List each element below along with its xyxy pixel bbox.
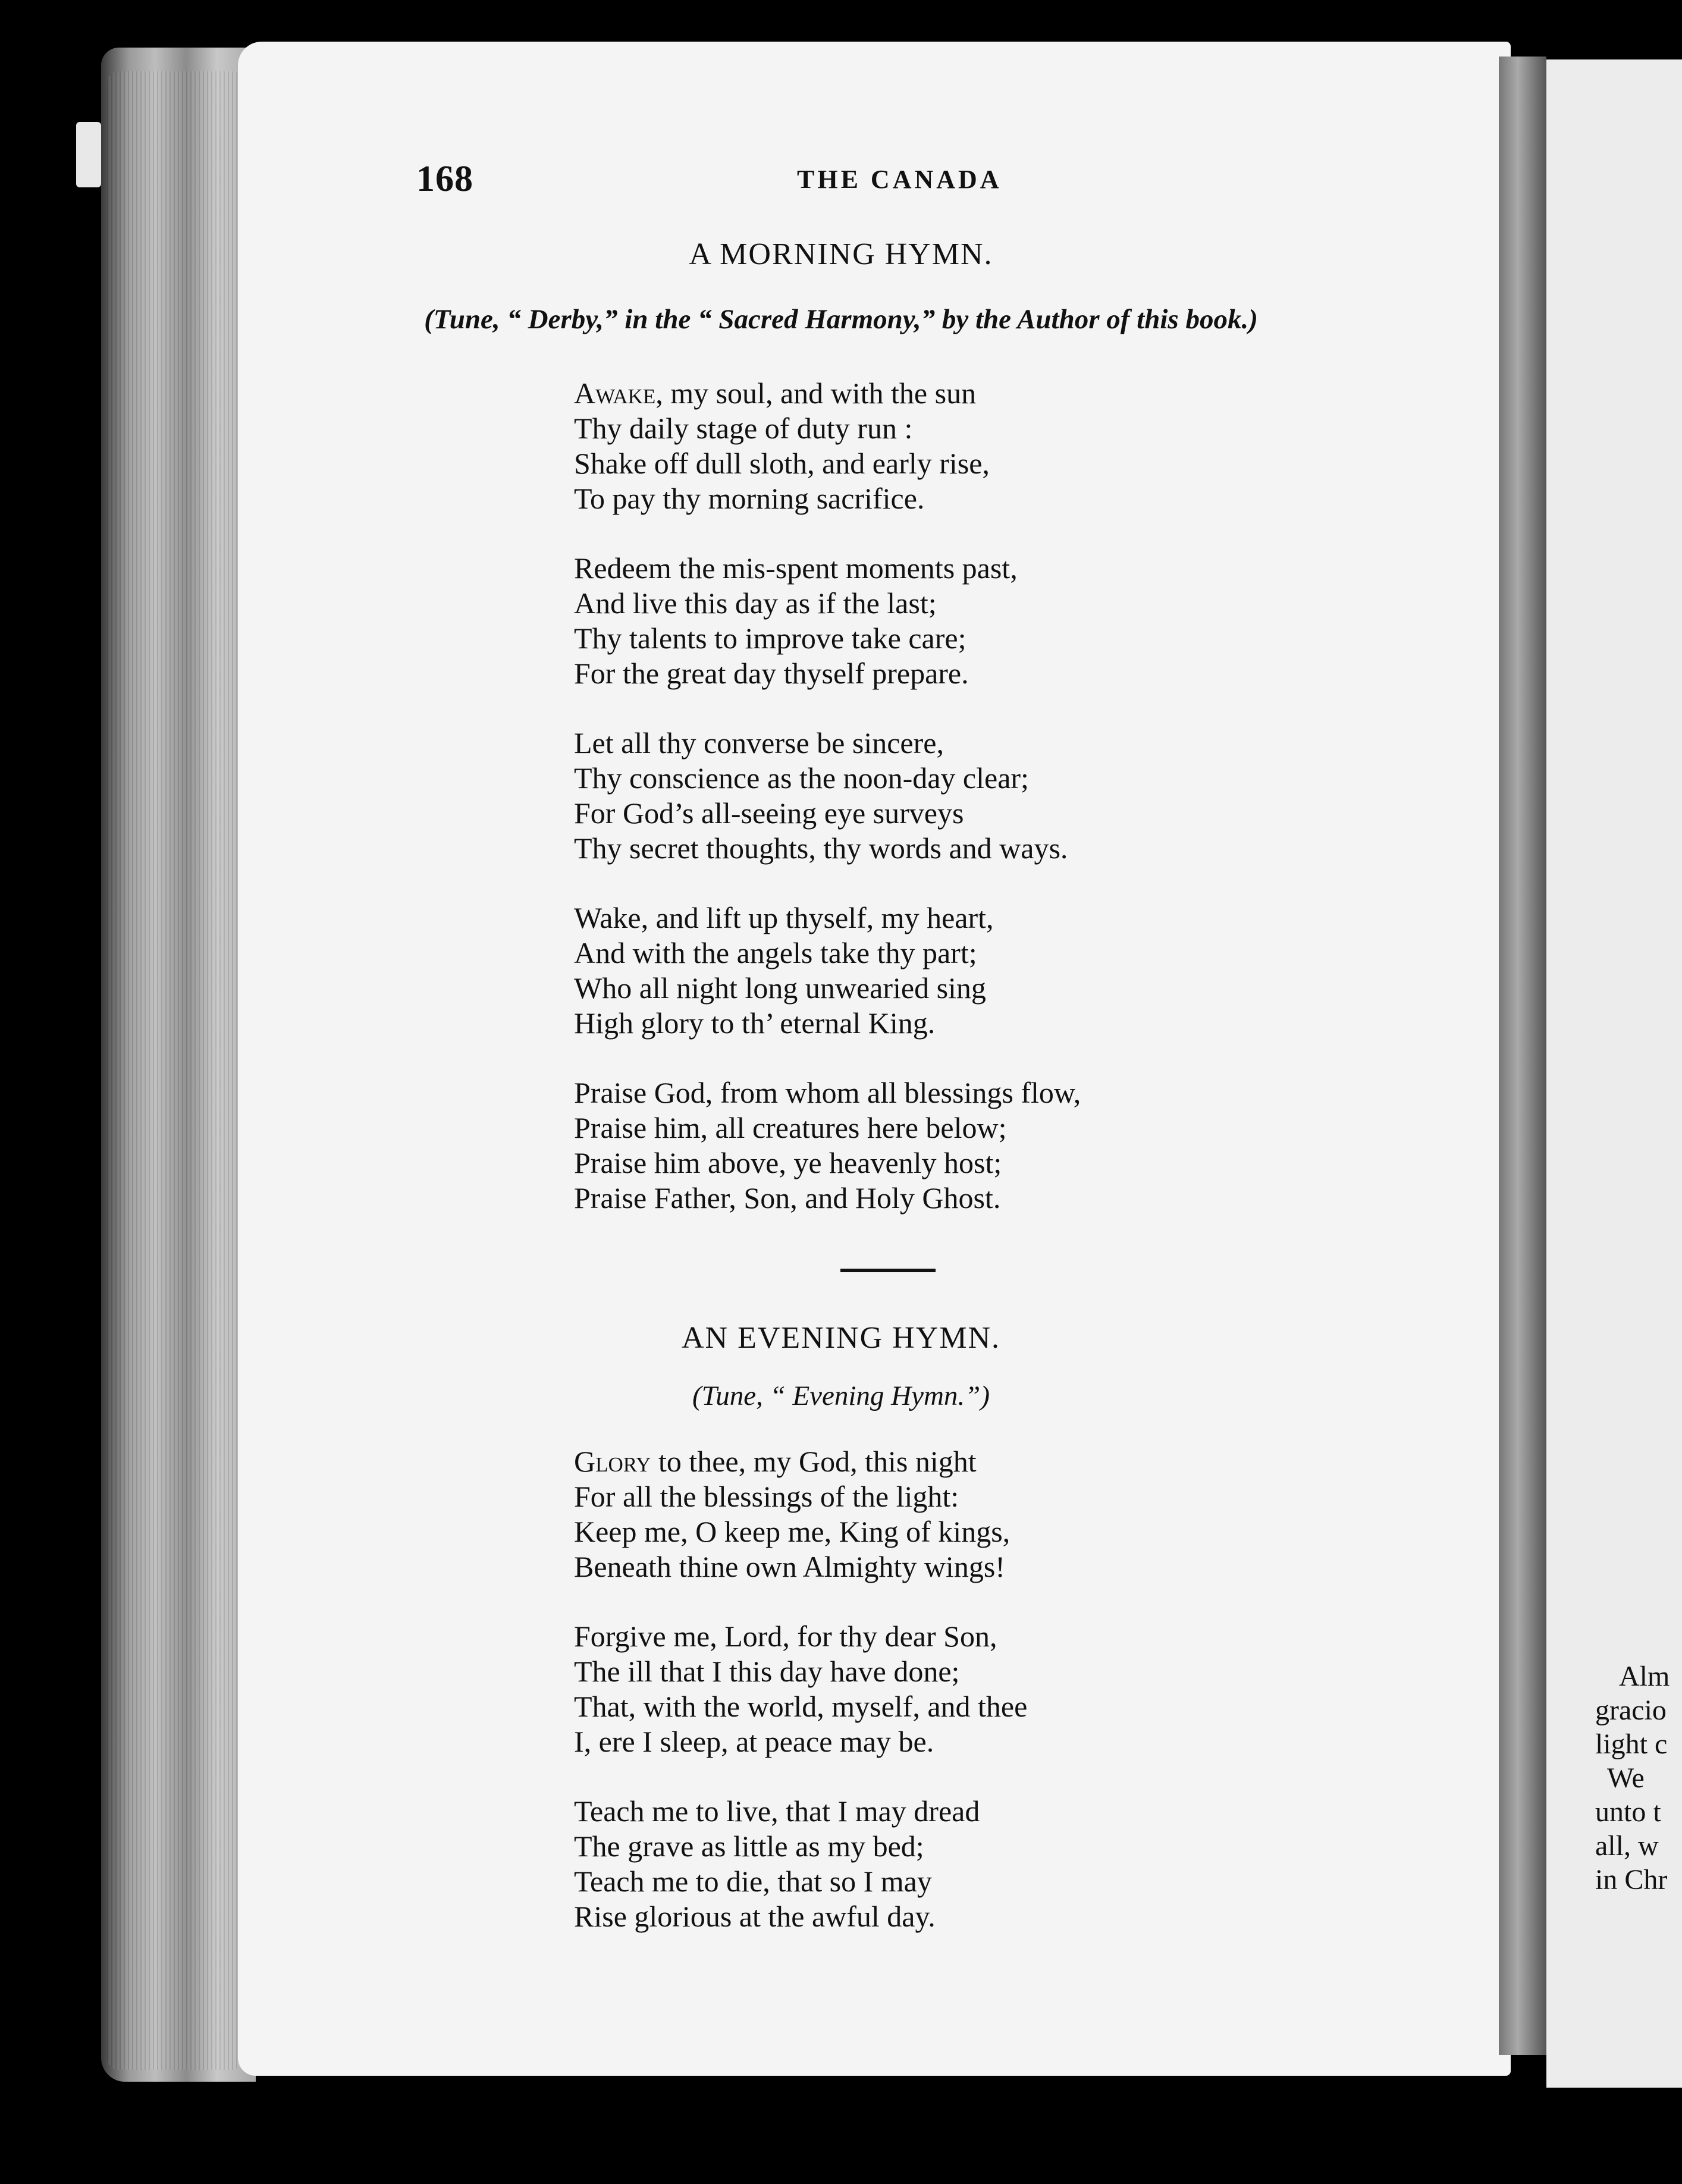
stanza (574, 900, 1288, 1041)
stanza (574, 376, 1288, 516)
verse-line-rest: , my soul, and with the sun (655, 376, 977, 410)
verse-line: The grave as little as my bed; (574, 1830, 924, 1863)
drop-word: Awake (574, 376, 656, 410)
facing-page-line: in Chr (1595, 1864, 1668, 1896)
page-number: 168 (416, 159, 473, 199)
running-head (416, 158, 1368, 199)
verse-line: Praise Father, Son, and Holy Ghost. (574, 1181, 1001, 1215)
verse-line: For all the blessings of the light: (574, 1480, 959, 1513)
page-edges (107, 71, 244, 2070)
facing-page-line: all, w (1595, 1830, 1659, 1862)
verse-line: Wake, and lift up thyself, my heart, (574, 901, 994, 934)
evening-hymn-tune: (Tune, “ Evening Hymn.”) (692, 1380, 990, 1411)
running-title: THE CANADA (797, 165, 1002, 194)
verse-line: And live this day as if the last; (574, 586, 937, 620)
verse-line: Rise glorious at the awful day. (574, 1900, 936, 1933)
verse-line: Beneath thine own Almighty wings! (574, 1550, 1005, 1583)
verse-line: Thy conscience as the noon-day clear; (574, 761, 1029, 795)
section-divider (840, 1269, 936, 1272)
verse-line: Praise him above, ye heavenly host; (574, 1146, 1002, 1179)
drop-word: Glory (574, 1445, 651, 1478)
stanza (574, 1075, 1288, 1216)
page-corner-mark (76, 122, 101, 187)
verse-line-rest: to thee, my God, this night (651, 1445, 977, 1478)
verse-line: Thy daily stage of duty run : (574, 412, 913, 445)
verse-line: I, ere I sleep, at peace may be. (574, 1725, 934, 1758)
book-gutter (1499, 57, 1546, 2055)
facing-page-line: gracio (1595, 1695, 1667, 1726)
morning-hymn-text (574, 376, 1288, 1250)
facing-page-line: We (1607, 1762, 1645, 1794)
facing-page-line: light c (1595, 1728, 1668, 1760)
verse-line: And with the angels take thy part; (574, 936, 977, 969)
verse-line: Keep me, O keep me, King of kings, (574, 1515, 1011, 1548)
verse-line: For the great day thyself prepare. (574, 657, 969, 690)
verse-line: Praise God, from whom all blessings flow, (574, 1076, 1081, 1109)
verse-line: Redeem the mis-spent moments past, (574, 551, 1018, 585)
morning-hymn-tune: (Tune, “ Derby,” in the “ Sacred Harmony,” by the Author of this book.) (424, 304, 1258, 335)
verse-line (574, 1444, 1288, 1479)
verse-line: Thy talents to improve take care; (574, 622, 966, 655)
stanza (574, 1619, 1288, 1759)
facing-page-line: unto t (1595, 1796, 1661, 1828)
verse-line: Let all thy converse be sincere, (574, 726, 944, 760)
verse-line: High glory to th’ eternal King. (574, 1006, 936, 1040)
verse-line: The ill that I this day have done; (574, 1655, 960, 1688)
verse-line: Teach me to live, that I may dread (574, 1794, 980, 1828)
verse-line: That, with the world, myself, and thee (574, 1690, 1028, 1723)
verse-line: Shake off dull sloth, and early rise, (574, 447, 990, 480)
stanza (574, 1444, 1288, 1584)
verse-line: Forgive me, Lord, for thy dear Son, (574, 1620, 997, 1653)
evening-hymn-title: AN EVENING HYMN. (681, 1321, 1001, 1355)
verse-line: To pay thy morning sacrifice. (574, 482, 925, 515)
stanza (574, 1794, 1288, 1934)
verse-line: Teach me to die, that so I may (574, 1865, 932, 1898)
stanza (574, 551, 1288, 691)
morning-hymn-title: A MORNING HYMN. (689, 237, 993, 271)
facing-page-text (1595, 1659, 1670, 1897)
verse-line: Thy secret thoughts, thy words and ways. (574, 831, 1068, 865)
verse-line: For God’s all-seeing eye surveys (574, 796, 964, 830)
verse-line: Who all night long unwearied sing (574, 971, 986, 1005)
stanza (574, 726, 1288, 866)
verse-line: Praise him, all creatures here below; (574, 1111, 1007, 1144)
verse-line (574, 376, 1288, 411)
evening-hymn-text (574, 1444, 1288, 1969)
facing-page-line: Alm (1619, 1661, 1670, 1692)
